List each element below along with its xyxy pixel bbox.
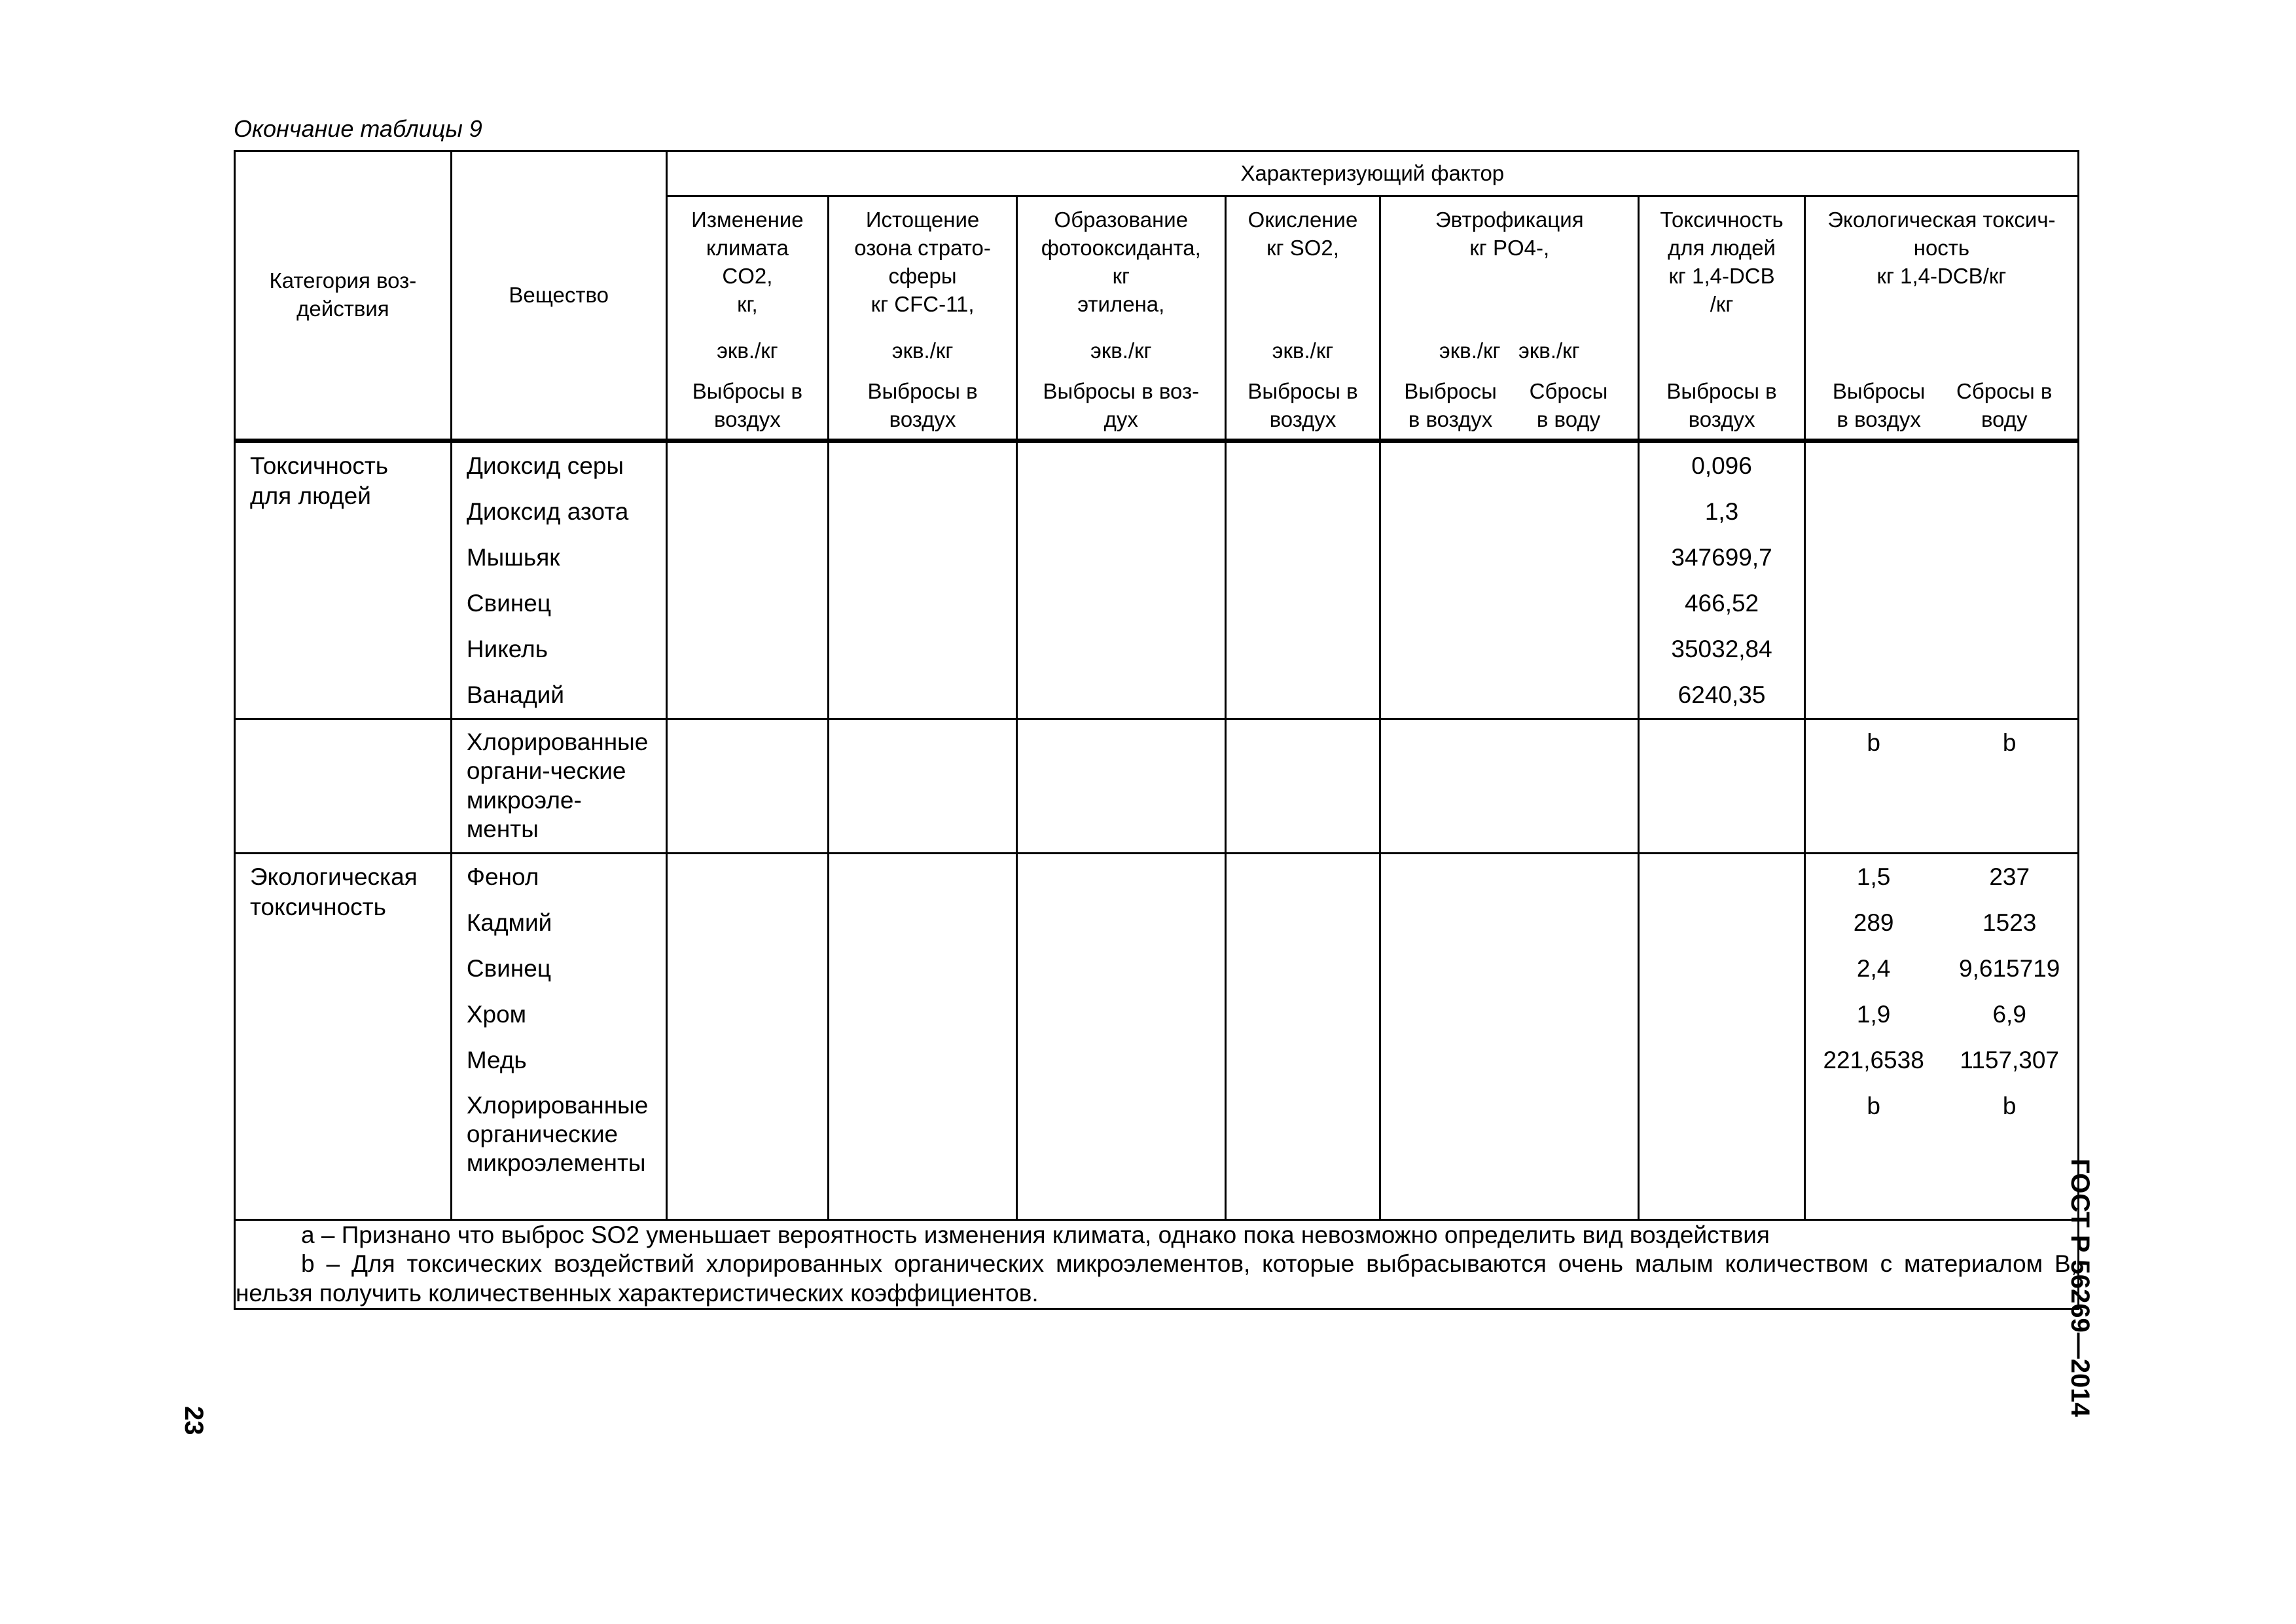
header-substance: Вещество <box>451 151 666 441</box>
header-col-sub: Выбросы в воздух <box>1404 379 1497 431</box>
header-col-5 <box>1639 196 1805 441</box>
substance-name: Фенол <box>466 863 539 890</box>
header-col-unit: экв./кг <box>891 338 954 363</box>
header-col-1 <box>829 196 1017 441</box>
eco-tox-cell <box>1804 441 2078 719</box>
ozone-cell <box>829 441 1017 719</box>
human-tox-value: 35032,84 <box>1671 636 1772 662</box>
human-tox-value: 1,3 <box>1704 498 1739 525</box>
header-col-unit: экв./кг <box>717 338 778 363</box>
eco-tox-water-value: 1157,307 <box>1960 1046 2059 1074</box>
human-tox-value: 466,52 <box>1684 590 1759 617</box>
human-tox-value: 6240,35 <box>1677 681 1766 708</box>
eco-tox-water-value: 6,9 <box>1992 1000 2026 1028</box>
header-col-title: Эвтрофикация кг PO4-, <box>1435 208 1584 260</box>
header-col-sub: Выбросы в воздух <box>1247 379 1358 431</box>
header-factor: Характеризующий фактор <box>666 151 2078 196</box>
header-col-6 <box>1804 196 2078 441</box>
acidification-cell <box>1225 719 1380 854</box>
substance-name: Кадмий <box>466 909 552 936</box>
header-col-unit <box>1811 337 2072 378</box>
substance-name: Мышьяк <box>466 544 560 571</box>
eco-tox-water-value: b <box>2002 729 2017 756</box>
eco-tox-air-value: 1,5 <box>1856 863 1891 890</box>
header-col-sub: Сбросы в воду <box>1529 379 1608 431</box>
eutrophication-cell <box>1380 441 1639 719</box>
header-col-3 <box>1225 196 1380 441</box>
category-label <box>250 720 450 728</box>
header-col-title: Экологическая токсич- ность кг 1,4-DCB/кг <box>1827 208 2056 288</box>
category-cell <box>235 441 452 719</box>
substance-name: Хром <box>466 1000 527 1028</box>
eco-tox-water-value: b <box>2002 1092 2017 1119</box>
header-col-unit: экв./кг экв./кг <box>1439 338 1580 363</box>
substance-name: Ванадий <box>466 681 565 708</box>
substance-name: Хлорированные органи-ческие микроэле- менты <box>466 729 649 843</box>
climate-cell <box>666 719 829 854</box>
header-col-title: Истощение озона страто- сферы кг CFC-11, <box>854 208 991 316</box>
ozone-cell <box>829 853 1017 1219</box>
eco-tox-air-value: 1,9 <box>1856 1000 1891 1028</box>
human-tox-cell <box>1639 441 1805 719</box>
category-cell <box>235 719 452 854</box>
header-col-sub: Выбросы в воздух <box>867 379 978 431</box>
header-col-title: Образование фотооксиданта, кг этилена, <box>1041 208 1201 316</box>
climate-cell <box>666 441 829 719</box>
header-col-title: Окисление кг SO2, <box>1247 208 1358 260</box>
photooxidant-cell <box>1016 719 1225 854</box>
footnotes <box>235 1219 2079 1308</box>
substance-cell <box>451 719 666 854</box>
eco-tox-air-value: b <box>1867 729 1880 756</box>
human-tox-cell <box>1639 853 1805 1219</box>
header-category: Категория воз- действия <box>235 151 452 441</box>
header-col-0 <box>666 196 829 441</box>
category-label: Токсичность для людей <box>250 452 389 510</box>
page-number: 23 <box>179 1406 208 1435</box>
substance-name: Диоксид азота <box>466 498 629 525</box>
category-label: Экологическая токсичность <box>250 863 418 920</box>
category-cell <box>235 853 452 1219</box>
human-tox-cell <box>1639 719 1805 854</box>
header-col-unit: экв./кг <box>1090 338 1152 363</box>
header-col-sub: Выбросы в воздух <box>692 379 803 431</box>
table-caption: Окончание таблицы 9 <box>234 115 482 142</box>
substance-name: Хлорированные органические микроэлементы <box>466 1091 649 1177</box>
substance-name: Свинец <box>466 590 552 617</box>
table-row <box>235 853 2079 1219</box>
ozone-cell <box>829 719 1017 854</box>
substance-name: Свинец <box>466 954 552 982</box>
header-col-sub: Выбросы в воздух <box>1666 379 1777 431</box>
header-col-2 <box>1016 196 1225 441</box>
substance-cell <box>451 853 666 1219</box>
header-col-title: Токсичность для людей кг 1,4-DCB /кг <box>1660 208 1784 316</box>
eco-tox-cell <box>1804 719 2078 854</box>
substance-cell <box>451 441 666 719</box>
acidification-cell <box>1225 853 1380 1219</box>
acidification-cell <box>1225 441 1380 719</box>
header-col-unit: экв./кг <box>1272 338 1334 363</box>
table-9 <box>234 150 2079 1310</box>
header-col-4 <box>1380 196 1639 441</box>
eco-tox-air-value: b <box>1867 1092 1880 1119</box>
eco-tox-water-value: 1523 <box>1982 909 2037 936</box>
eco-tox-air-value: 221,6538 <box>1823 1046 1924 1074</box>
human-tox-value: 0,096 <box>1691 452 1752 479</box>
substance-name: Медь <box>466 1046 527 1074</box>
table-row <box>235 441 2079 719</box>
header-col-unit <box>1645 337 1799 378</box>
eco-tox-water-value: 9,615719 <box>1959 954 2060 982</box>
substance-name: Диоксид серы <box>466 452 624 479</box>
eco-tox-water-value: 237 <box>1989 863 2030 890</box>
photooxidant-cell <box>1016 441 1225 719</box>
header-col-sub: Выбросы в воздух <box>1832 379 1926 431</box>
footnote-b: b – Для токсических воздействий хлорированных органических микроэлементов, которые выбрасываются очень малым количеством с материалом B, нельзя получить количественных характеристических коэффициентов. <box>236 1250 2077 1307</box>
substance-name: Никель <box>466 636 548 662</box>
header-col-title: Изменение климата CO2, кг, <box>691 208 804 316</box>
header-col-sub: Сбросы в воду <box>1956 379 2053 431</box>
footnote-a: a – Признано что выброс SO2 уменьшает вероятность изменения климата, однако пока невозможно определить вид воздействия <box>301 1221 1770 1248</box>
eutrophication-cell <box>1380 853 1639 1219</box>
eco-tox-cell <box>1804 853 2078 1219</box>
table-row <box>235 719 2079 854</box>
eco-tox-air-value: 289 <box>1853 909 1894 936</box>
climate-cell <box>666 853 829 1219</box>
photooxidant-cell <box>1016 853 1225 1219</box>
eco-tox-air-value: 2,4 <box>1856 954 1891 982</box>
document-title: ГОСТ Р 56269—2014 <box>2066 1159 2094 1417</box>
header-col-sub: Выбросы в воз- дух <box>1043 379 1200 431</box>
human-tox-value: 347699,7 <box>1671 544 1772 571</box>
eutrophication-cell <box>1380 719 1639 854</box>
